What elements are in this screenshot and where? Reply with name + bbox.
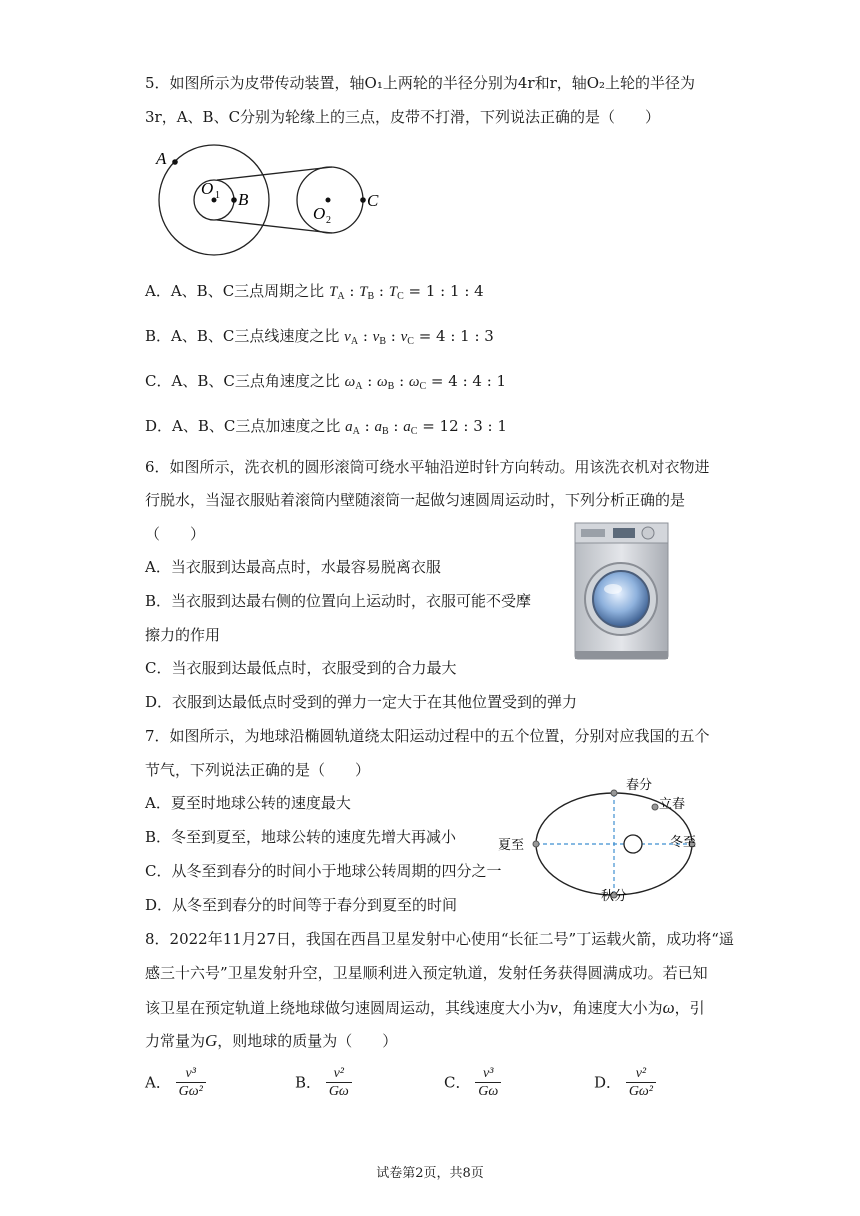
label-B: B <box>238 190 249 209</box>
q5-option-c: C．A、B、C三点角速度之比 $\omega_A$ : $\omega_B$ : $\omega_C = 4$ : 4 : 1 <box>145 372 507 392</box>
q7-stem-line2: 节气，下列说法正确的是（ ） <box>145 761 371 779</box>
q6-option-b-line2: 擦力的作用 <box>145 626 221 644</box>
label-lichun: 立春 <box>659 796 686 811</box>
label-spring: 春分 <box>626 777 653 792</box>
q5-option-b: B．A、B、C三点线速度之比 $v_A$ : $v_B$ : $v_C = 4$ : 1 : 3 <box>145 327 494 347</box>
label-A: A <box>156 149 167 168</box>
q8-option-d: D． $\frac{\text{v²}}{\text{Gω²}}$ <box>594 1065 656 1100</box>
q8-option-c: C． $\frac{\text{v³}}{G\omega}$ <box>444 1065 501 1100</box>
q5-stem-line1: 5．如图所示为皮带传动装置，轴O₁上两轮的半径分别为4r和r，轴O₂上轮的半径为 <box>145 74 696 92</box>
earth-orbit-figure <box>498 775 707 905</box>
q8-stem-line4: 力常量为G，则地球的质量为（ ） <box>145 1031 398 1050</box>
q7-option-c: C．从冬至到春分的时间小于地球公转周期的四分之一 <box>145 862 502 880</box>
q6-option-d: D．衣服到达最低点时受到的弹力一定大于在其他位置受到的弹力 <box>145 693 578 711</box>
q7-option-b: B．冬至到夏至，地球公转的速度先增大再减小 <box>145 828 457 846</box>
q8-stem-line2: 感三十六号”卫星发射升空，卫星顺利进入预定轨道，发射任务获得圆满成功。若已知 <box>145 964 708 982</box>
q8-option-b: B． $\frac{\text{v²}}{G\omega}$ <box>295 1065 352 1100</box>
q6-stem-line1: 6．如图所示，洗衣机的圆形滚筒可绕水平轴沿逆时针方向转动。用该洗衣机对衣物进 <box>145 458 710 476</box>
label-O2-sub: 2 <box>326 215 331 226</box>
q7-option-a: A．夏至时地球公转的速度最大 <box>145 794 351 812</box>
q6-option-c: C．当衣服到达最低点时，衣服受到的合力最大 <box>145 659 457 677</box>
label-autumn: 秋分 <box>601 888 628 903</box>
q7-stem-line1: 7．如图所示，为地球沿椭圆轨道绕太阳运动过程中的五个位置，分别对应我国的五个 <box>145 727 710 745</box>
belt-drive-figure <box>150 140 390 260</box>
q8-stem-line1: 8．2022年11月27日，我国在西昌卫星发射中心使用“长征二号”丁运载火箭，成功将“遥 <box>145 930 734 948</box>
q8-option-a: A． $\frac{\text{v³}}{\text{Gω²}}$ <box>145 1065 206 1100</box>
q7-option-d: D．从冬至到春分的时间等于春分到夏至的时间 <box>145 896 458 914</box>
q6-option-a: A．当衣服到达最高点时，水最容易脱离衣服 <box>145 558 441 576</box>
label-O1: O <box>201 179 214 198</box>
label-O1-sub: 1 <box>215 190 220 201</box>
label-winter: 冬至 <box>670 834 697 849</box>
q5-option-d: D．A、B、C三点加速度之比 $a_A$ : $a_B$ : $a_C = 12$ : 3 : 1 <box>145 417 507 437</box>
q6-stem-line2: 行脱水，当湿衣服贴着滚筒内壁随滚筒一起做匀速圆周运动时，下列分析正确的是 <box>145 491 686 509</box>
q6-option-b-line1: B．当衣服到达最右侧的位置向上运动时，衣服可能不受摩 <box>145 592 532 610</box>
q5-stem-line2: 3r，A、B、C分别为轮缘上的三点，皮带不打滑，下列说法正确的是（ ） <box>145 108 661 126</box>
q8-stem-line3: 该卫星在预定轨道上绕地球做匀速圆周运动，其线速度大小为v，角速度大小为ω，引 <box>145 998 705 1017</box>
q5-option-a: A．A、B、C三点周期之比 $T_A$ : $T_B$ : $T_C = 1$ : 1 : 4 <box>145 282 484 302</box>
label-C: C <box>367 191 379 210</box>
label-summer: 夏至 <box>498 837 525 852</box>
page-footer: 试卷第2页，共8页 <box>376 1166 484 1181</box>
q6-stem-line3: （ ） <box>145 525 206 543</box>
washing-machine-image <box>573 521 670 663</box>
label-O2: O <box>313 204 326 223</box>
